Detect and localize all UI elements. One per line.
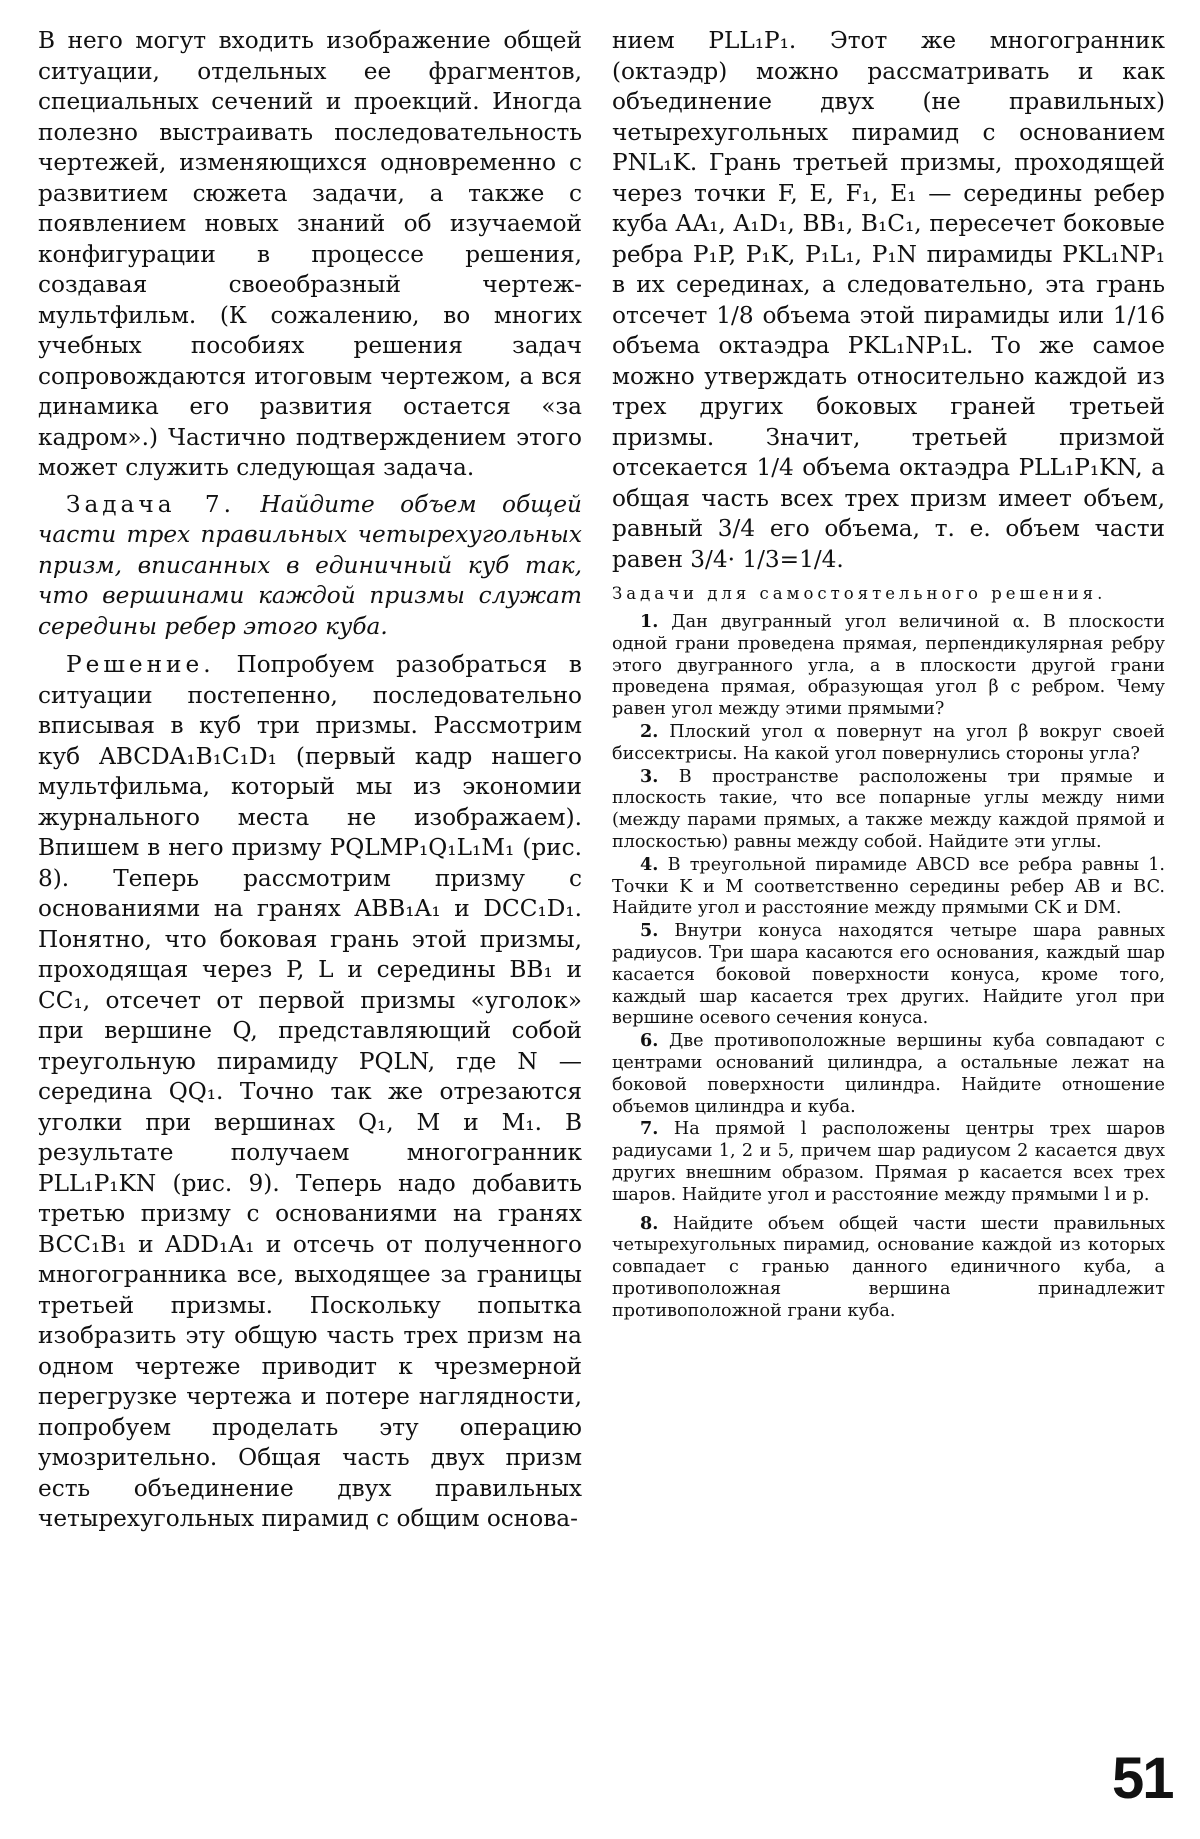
solution <box>38 650 582 1535</box>
solution-label: Решение. <box>66 651 215 678</box>
problem-item: 1. Дан двугранный угол величиной α. В плоскости одной грани проведена прямая, перпендикулярная ребру этого двугранного угла, а в плоскости другой грани проведена прямая, образующая угол β с ребром. Чему равен угол между этими прямыми? <box>612 611 1166 720</box>
task-label: Задача 7. <box>66 490 236 518</box>
task-text: Найдите объем общей части трех правильных четырехугольных призм, вписанных в единичный куб так, что вершинами каждой призмы служат середины ребер этого куба. <box>38 490 582 640</box>
problem-item: 3. В пространстве расположены три прямые и плоскость такие, что все попарные углы между ними (между парами прямых, а также между каждой прямой и плоскостью) равны между собой. Найдите эти углы. <box>612 765 1165 852</box>
left-column <box>38 26 582 1535</box>
problem-item: 2. Плоский угол α повернут на угол β вокруг своей биссектрисы. На какой угол повернулись стороны угла? <box>612 720 1166 764</box>
problem-item: 4. В треугольной пирамиде ABCD все ребра равны 1. Точки K и M соответственно середины ребер AB и BC. Найдите угол и расстояние между прямыми CK и DM. <box>612 853 1165 919</box>
problems-heading: Задачи для самостоятельного решения. <box>612 584 1107 603</box>
problems-list <box>612 611 1165 1323</box>
right-column <box>612 26 1165 1323</box>
page-number: 51 <box>1112 1746 1173 1811</box>
solution-continuation: нием PLL₁P₁. Этот же многогранник (октаэдр) можно рассматривать и как объединение двух (не правильных) четырехугольных пирамид с основанием PNL₁K. Грань третьей призмы, проходящей через точки F, E, F₁, E₁ — середины ребер куба AA₁, A₁D₁, BB₁, B₁C₁, пересечет боковые ребра P₁P, P₁K, P₁L₁, P₁N пирамиды PKL₁NP₁ в их серединах, а следовательно, эта грань отсечет 1/8 объема этой пирамиды или 1/16 объема октаэдра PKL₁NP₁L. То же самое можно утверждать относительно каждой из трех других боковых граней третьей призмы. Значит, третьей призмой отсекается 1/4 объема октаэдра PLL₁P₁KN, а общая часть всех трех призм имеет объем, равный 3/4 его объема, т. е. объем части равен 3/4· 1/3=1/4. <box>612 27 1165 573</box>
intro-paragraph: В него могут входить изображение общей ситуации, отдельных ее фрагментов, специальных сечений и проекций. Иногда полезно выстраивать последовательность чертежей, изменяющихся одновременно с развитием сюжета задачи, а также с появлением новых знаний об изучаемой конфигурации в процессе решения, создавая своеобразный чертеж-мультфильм. (К сожалению, во многих учебных пособиях решения задач сопровождаются итоговым чертежом, а вся динамика его развития остается «за кадром».) Частично подтверждением этого может служить следующая задача. <box>38 27 582 481</box>
problem-item: 5. Внутри конуса находятся четыре шара равных радиусов. Три шара касаются его основания, каждый шар касается боковой поверхности конуса, кроме того, каждый шар касается трех других. Найдите угол при вершине осевого сечения конуса. <box>612 920 1165 1029</box>
problem-item: 6. Две противоположные вершины куба совпадают с центрами оснований цилиндра, а остальные лежат на боковой поверхности цилиндра. Найдите отношение объемов цилиндра и куба. <box>612 1030 1165 1117</box>
problem-item: 7. На прямой l расположены центры трех шаров радиусами 1, 2 и 5, причем шар радиусом 2 касается двух других внешним образом. Прямая p касается всех трех шаров. Найдите угол и расстояние между прямыми l и p. <box>612 1118 1166 1205</box>
problem-item: 8. Найдите объем общей части шести правильных четырехугольных пирамид, основание каждой из которых совпадает с гранью данного единичного куба, а противоположная вершина принадлежит противоположной грани куба. <box>612 1212 1165 1321</box>
solution-text: Попробуем разобраться в ситуации постепенно, последовательно вписывая в куб три призмы. Рассмотрим куб ABCDA₁B₁C₁D₁ (первый кадр нашего мультфильма, который мы из экономии журнального места не изображаем). Впишем в него призму PQLMP₁Q₁L₁M₁ (рис. 8). Теперь рассмотрим призму с основаниями на гранях ABB₁A₁ и DCC₁D₁. Понятно, что боковая грань этой призмы, проходящая через P, L и середины BB₁ и CC₁, отсечет от первой призмы «уголок» при вершине Q, представляющий собой треугольную пирамиду PQLN, где N — середина QQ₁. Точно так же отрезаются уголки при вершинах Q₁, M и M₁. В результате получаем многогранник PLL₁P₁KN (рис. 9). Теперь надо добавить третью призму с основаниями на гранях BCC₁B₁ и ADD₁A₁ и отсечь от полученного многогранника все, выходящее за границы третьей призмы. Поскольку попытка изобразить эту общую часть трех призм на одном чертеже приводит к чрезмерной перегрузке чертежа и потере наглядности, попробуем проделать эту операцию умозрительно. Общая часть двух призм есть объединение двух правильных четырехугольных пирамид с общим основа- <box>38 651 582 1532</box>
task-7 <box>38 490 582 643</box>
